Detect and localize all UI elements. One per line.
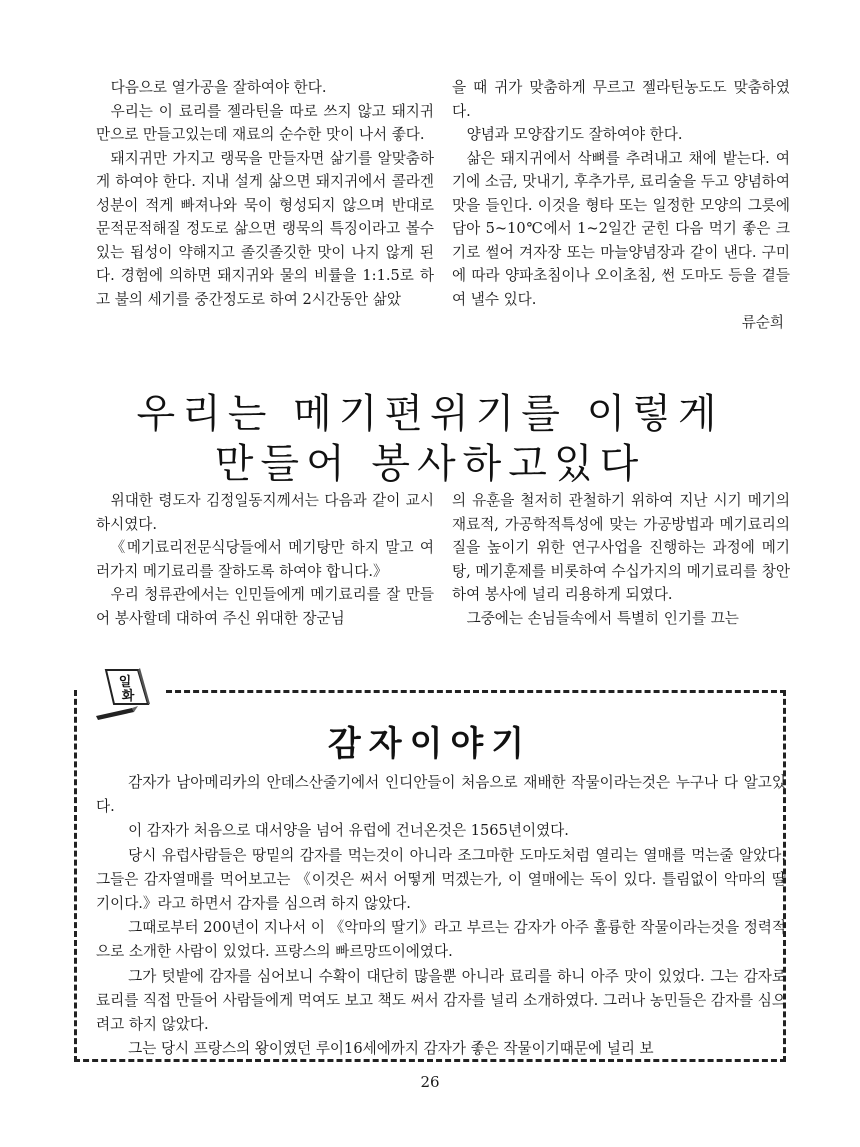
quote-paragraph: 《메기료리전문식당들에서 메기탕만 하지 말고 여러가지 메기료리를 잘하도록 하여야 합니다.》 (96, 539, 434, 580)
story-title: 감자이야기 (327, 724, 533, 764)
headline-line-2: 만들어 봉사하고있다 (214, 441, 646, 487)
story-paragraph: 그는 당시 프랑스의 왕이였던 루이16세에까지 감자가 좋은 작물이기때문에 널리 보 (128, 1040, 654, 1058)
story-badge-icon (92, 664, 156, 726)
badge-label-bottom: 화 (121, 689, 135, 704)
middle-article-columns (96, 489, 790, 630)
paragraph-continuation: 의 유훈을 철저히 관철하기 위하여 지난 시기 메기의 재료적, 가공학적특성에 맞는 가공방법과 메기료리의 질을 높이기 위한 연구사업을 진행하는 과정에 메기탕, 메기훈제를 비롯하여 수십가지의 메기료리를 창안하여 봉사에 널리 리용하게 되였다. (452, 492, 790, 603)
paragraph: 위대한 령도자 김정일동지께서는 다음과 같이 교시하시였다. (96, 492, 434, 533)
paragraph-continuation: 을 때 귀가 맞춤하게 무르고 젤라틴농도도 맞춤하였다. (452, 79, 790, 120)
author-name: 류순희 (741, 314, 784, 331)
story-paragraph: 당시 유럽사람들은 땅밑의 감자를 먹는것이 아니라 조그마한 도마도처럼 열리는 열매를 먹는줄 알았다. 그들은 감자열매를 먹어보고는 《이것은 써서 어떻게 먹겠는가, 이 열매에는 독이 있다. 틀림없이 악마의 딸기이다.》라고 하면서 감자를 심으려 하지 않았다. (96, 846, 786, 913)
middle-right-column (452, 489, 790, 630)
paragraph: 삶은 돼지귀에서 삭뼈를 추려내고 채에 밭는다. 여기에 소금, 맛내기, 후추가루, 료리술을 두고 양념하여 맛을 들인다. 이것을 형타 또는 일정한 모양의 그릇에 담아 5~10℃에서 1~2일간 굳힌 다음 먹기 좋은 크기로 썰어 겨자장 또는 마늘양념장과 같이 낸다. 구미에 따라 양파초침이나 오이초침, 썬 도마도 등을 곁들여 낼수 있다. (452, 149, 790, 308)
story-body (96, 771, 786, 1061)
story-paragraph: 감자가 남아메리카의 안데스산줄기에서 인디안들이 처음으로 재배한 작물이라는것은 누구나 다 알고있다. (96, 774, 786, 816)
top-article-columns (96, 76, 790, 335)
headline-line-1: 우리는 메기편위기를 이렇게 (136, 391, 724, 437)
top-left-column (96, 76, 434, 335)
paragraph: 그중에는 손님들속에서 특별히 인기를 끄는 (466, 609, 739, 627)
top-right-column (452, 76, 790, 335)
paragraph: 다음으로 열가공을 잘하여야 한다. (110, 79, 327, 96)
paragraph: 돼지귀만 가지고 랭묵을 만들자면 삶기를 알맞춤하게 하여야 한다. 지내 설게 삶으면 돼지귀에서 콜라겐성분이 적게 빠져나와 묵이 형성되지 않으며 반대로 문적문적해질 정도로 삶으면 랭묵의 특징이라고 볼수 있는 됩성이 약해지고 졸깃졸깃한 맛이 나지 않게 된다. 경험에 의하면 돼지귀와 물의 비률을 1:1.5로 하고 불의 세기를 중간정도로 하여 2시간동안 삶았 (96, 149, 434, 308)
story-paragraph: 이 감자가 처음으로 대서양을 넘어 유럽에 건너온것은 1565년이였다. (128, 822, 569, 840)
story-paragraph: 그때로부터 200년이 지나서 이 《악마의 딸기》라고 부르는 감자가 아주 훌륭한 작물이라는것을 정력적으로 소개한 사람이 있었다. 프랑스의 빠르망뜨이에였다. (96, 919, 786, 961)
middle-left-column (96, 489, 434, 630)
story-paragraph: 그가 텃밭에 감자를 심어보니 수확이 대단히 많을뿐 아니라 료리를 하니 아주 맛이 있었다. 그는 감자로 료리를 직접 만들어 사람들에게 먹여도 보고 책도 써서 감자를 널리 소개하였다. 그러나 농민들은 감자를 심으려고 하지 않았다. (96, 967, 786, 1034)
paragraph: 양념과 모양잡기도 잘하여야 한다. (466, 126, 683, 143)
badge-label-top: 일 (118, 675, 132, 690)
story-box-top-border (166, 690, 786, 693)
paragraph: 우리는 이 료리를 젤라틴을 따로 쓰지 않고 돼지귀만으로 만들고있는데 재료의 순수한 맛이 나서 좋다. (96, 102, 434, 143)
page-number: 26 (420, 1073, 440, 1091)
paragraph: 우리 청류관에서는 인민들에게 메기료리를 잘 만들어 봉사할데 대하여 주신 위대한 장군님 (96, 586, 434, 627)
